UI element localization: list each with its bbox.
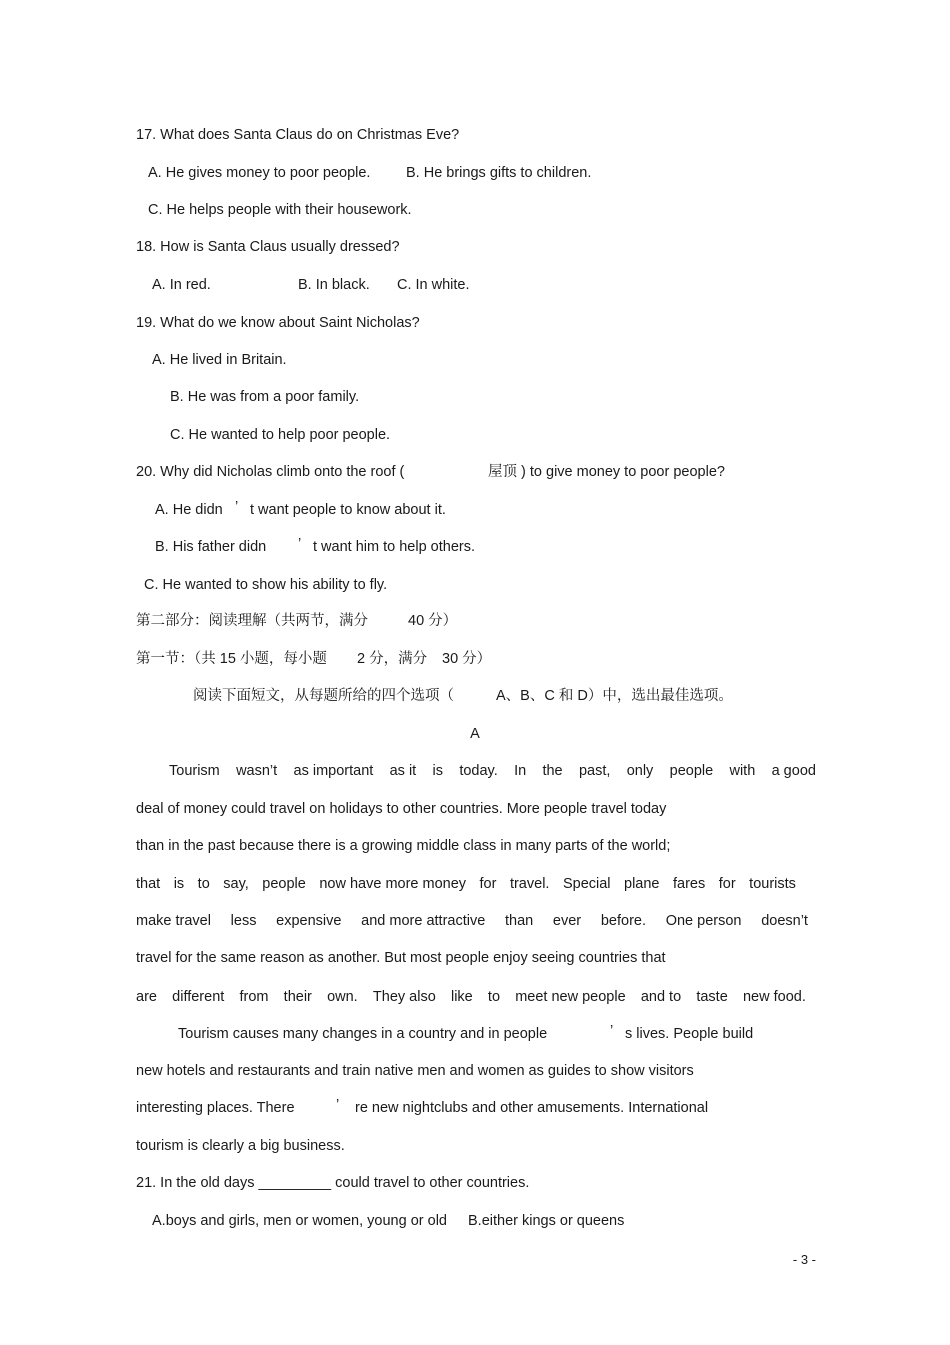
passage-word: today. bbox=[459, 763, 498, 779]
passage-word: different bbox=[172, 989, 225, 1005]
passage-line: re new nightclubs and other amusements. International bbox=[355, 1100, 709, 1116]
section1-heading-start: 第一节：（共 15 小题，每小题 bbox=[136, 651, 327, 667]
passage-word: from bbox=[239, 989, 269, 1005]
q20-option-a-apostrophe: ’ bbox=[235, 499, 239, 515]
q17-option-a: A. He gives money to poor people. bbox=[148, 165, 371, 181]
passage-word: fares bbox=[673, 876, 706, 892]
passage-heading: A bbox=[470, 726, 480, 742]
passage-line: tourism is clearly a big business. bbox=[136, 1138, 345, 1154]
passage-word: for bbox=[718, 876, 736, 892]
passage-line: Tourism causes many changes in a country and in people bbox=[178, 1026, 548, 1042]
passage-word: people bbox=[262, 876, 306, 892]
q21-stem: 21. In the old days _________ could travel to other countries. bbox=[136, 1175, 530, 1191]
passage-apostrophe: ’ bbox=[610, 1023, 614, 1039]
q20-stem-start: 20. Why did Nicholas climb onto the roof ( bbox=[136, 464, 405, 480]
q20-option-c: C. He wanted to show his ability to fly. bbox=[144, 577, 388, 593]
passage-word: than bbox=[504, 913, 534, 929]
q17-stem: 17. What does Santa Claus do on Christmas Eve? bbox=[136, 127, 460, 143]
passage-word: only bbox=[626, 763, 654, 779]
passage-word: expensive bbox=[276, 913, 342, 929]
passage-word: and more attractive bbox=[361, 913, 486, 929]
q20-option-b-apostrophe: ’ bbox=[298, 536, 302, 552]
passage-word: make travel bbox=[136, 913, 211, 929]
q18-option-c: C. In white. bbox=[397, 277, 470, 293]
passage-word: own. bbox=[327, 989, 358, 1005]
passage-word: Special bbox=[562, 876, 611, 892]
passage-line: than in the past because there is a growing middle class in many parts of the world; bbox=[136, 838, 671, 854]
q21-option-b: B.either kings or queens bbox=[468, 1213, 625, 1229]
passage-word: to bbox=[487, 989, 501, 1005]
passage-word: for bbox=[479, 876, 497, 892]
passage-word: to bbox=[197, 876, 210, 892]
q19-option-a: A. He lived in Britain. bbox=[152, 352, 287, 368]
passage-apostrophe: ’ bbox=[336, 1097, 340, 1113]
passage-word: is bbox=[173, 876, 185, 892]
passage-word: plane bbox=[624, 876, 660, 892]
passage-line bbox=[136, 912, 808, 930]
q18-option-b: B. In black. bbox=[298, 277, 370, 293]
passage-line: interesting places. There bbox=[136, 1100, 295, 1116]
passage-word: new food. bbox=[742, 989, 806, 1005]
q20-option-a-end: t want people to know about it. bbox=[250, 502, 446, 518]
q18-option-a: A. In red. bbox=[152, 277, 211, 293]
instructions-start: 阅读下面短文，从每题所给的四个选项（ bbox=[193, 688, 454, 704]
passage-line bbox=[169, 762, 816, 780]
passage-word: taste bbox=[696, 989, 728, 1005]
q20-option-b-end: t want him to help others. bbox=[313, 539, 475, 555]
q20-stem-end: 屋顶 ) to give money to poor people? bbox=[488, 464, 725, 480]
passage-word: the bbox=[542, 763, 563, 779]
passage-word: meet new people bbox=[515, 989, 626, 1005]
passage-word: people bbox=[669, 763, 714, 779]
q20-option-b-start: B. His father didn bbox=[155, 539, 267, 555]
passage-word: say, bbox=[223, 876, 249, 892]
q19-option-c: C. He wanted to help poor people. bbox=[170, 427, 391, 443]
passage-word: They also bbox=[372, 989, 436, 1005]
passage-word: before. bbox=[600, 913, 646, 929]
passage-word: their bbox=[283, 989, 312, 1005]
passage-line bbox=[136, 988, 806, 1006]
passage-line: deal of money could travel on holidays to other countries. More people travel today bbox=[136, 801, 667, 817]
section1-heading-end: 30 分） bbox=[442, 651, 492, 667]
q17-option-b: B. He brings gifts to children. bbox=[406, 165, 592, 181]
passage-word: as it bbox=[389, 763, 417, 779]
passage-word: less bbox=[230, 913, 257, 929]
passage-line: s lives. People build bbox=[625, 1026, 754, 1042]
passage-line: new hotels and restaurants and train native men and women as guides to show visitors bbox=[136, 1063, 694, 1079]
passage-line: travel for the same reason as another. But most people enjoy seeing countries that bbox=[136, 950, 666, 966]
passage-word: Tourism bbox=[169, 763, 220, 779]
passage-word: In bbox=[514, 763, 527, 779]
passage-word: like bbox=[450, 989, 473, 1005]
passage-word: One person bbox=[665, 913, 742, 929]
section1-heading-mid: 2 分，满分 bbox=[357, 651, 428, 667]
passage-word: a good bbox=[771, 763, 816, 779]
passage-word: are bbox=[136, 989, 157, 1005]
passage-word: and to bbox=[640, 989, 682, 1005]
part2-heading-end: 40 分） bbox=[408, 613, 458, 629]
passage-word: travel. bbox=[509, 876, 550, 892]
passage-word: ever bbox=[552, 913, 582, 929]
q19-stem: 19. What do we know about Saint Nicholas? bbox=[136, 315, 420, 331]
passage-word: now have more money bbox=[319, 876, 467, 892]
passage-word: as important bbox=[293, 763, 374, 779]
q20-option-a-start: A. He didn bbox=[155, 502, 223, 518]
q21-option-a: A.boys and girls, men or women, young or old bbox=[152, 1213, 447, 1229]
passage-word: wasn’t bbox=[236, 763, 278, 779]
q17-option-c: C. He helps people with their housework. bbox=[148, 202, 412, 218]
instructions-end: A、B、C 和 D）中，选出最佳选项。 bbox=[496, 688, 733, 704]
passage-word: with bbox=[729, 763, 756, 779]
q18-stem: 18. How is Santa Claus usually dressed? bbox=[136, 239, 400, 255]
page-number: - 3 - bbox=[792, 1252, 816, 1267]
passage-word: tourists bbox=[749, 876, 796, 892]
passage-word: is bbox=[432, 763, 443, 779]
passage-word: past, bbox=[578, 763, 611, 779]
passage-line bbox=[136, 875, 796, 893]
passage-word: doesn’t bbox=[761, 913, 808, 929]
q19-option-b: B. He was from a poor family. bbox=[170, 389, 360, 405]
part2-heading-start: 第二部分：阅读理解（共两节，满分 bbox=[136, 613, 368, 629]
passage-word: that bbox=[136, 876, 161, 892]
